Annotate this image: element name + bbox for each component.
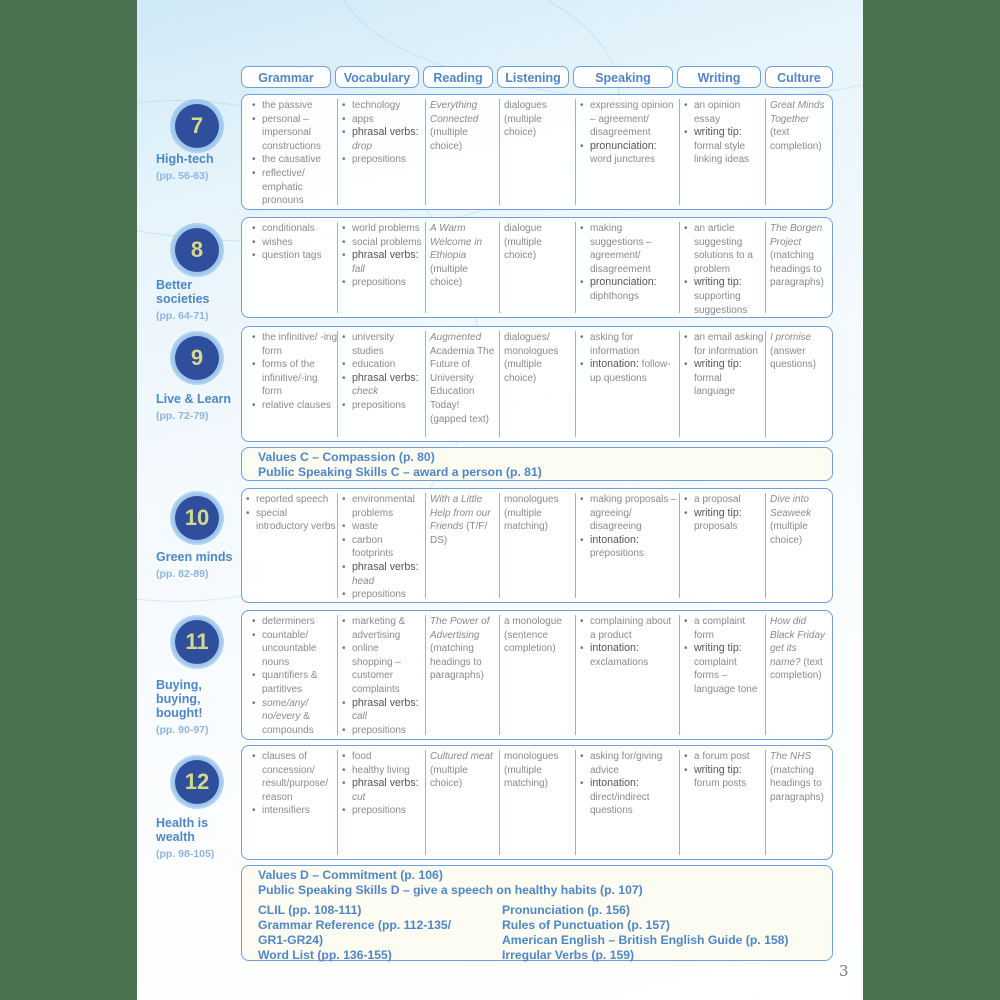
listening-cell [499,222,572,313]
list-item [352,777,422,804]
unit-number-badge: 9 [175,336,219,380]
unit-title: Better societies [156,278,210,306]
vocabulary-cell [337,331,422,437]
page-number: 3 [839,962,849,980]
public-speaking-d-link[interactable]: Public Speaking Skills D – give a speech on healthy habits (p. 107) [258,883,643,897]
list-item: • world problems [352,222,422,236]
list-item: • prepositions [352,588,422,602]
reading-task: (multiple choice) [430,764,468,790]
list-item [694,507,764,534]
list-item [694,276,764,317]
list-item: • forms of the infinitive/-ing form [262,358,338,399]
culture-cell [765,331,830,437]
list-item: • social problems [352,236,422,250]
reading-task: (multiple choice) [430,127,468,152]
values-d-link[interactable]: Values D – Commitment (p. 106) [258,868,443,882]
contents-page [137,0,863,1000]
list-item: • healthy living [352,764,422,778]
speaking-cell [575,99,678,205]
vocabulary-cell [337,615,422,735]
grammar-cell [248,99,338,205]
speaking-value: follow-up questions [590,359,671,384]
unit-title: Green minds [156,550,233,564]
grammar-italic: some/any/ no/every [262,697,309,723]
reading-cell [425,615,496,735]
list-item: • education [352,358,422,372]
writing-value: complaint forms – language tone [694,656,758,695]
grammar-rest: & compounds [262,711,314,736]
unit-11-row [241,610,833,740]
writing-label: writing tip: [694,276,742,289]
listening-task: (multiple matching) [504,507,548,533]
reading-cell [425,750,496,855]
header-writing: Writing [677,66,761,88]
phrasal-value: fall [352,263,365,275]
culture-title: How did Black Friday get its name? [770,616,826,668]
phrasal-label: phrasal verbs: [352,371,419,384]
list-item [694,642,764,696]
phrasal-value: call [352,711,368,723]
listening-task: (multiple choice) [504,113,542,139]
listening-cell [499,493,572,598]
writing-cell [679,331,764,437]
reading-cell [425,331,496,437]
list-item: • personal – impersonal constructions [262,113,338,154]
reading-task: (T/F/ DS) [430,521,488,546]
values-c-box [241,447,833,481]
unit-9-row [241,326,833,442]
listening-cell [499,615,572,735]
list-item: • expressing opinion – agreement/ disagreement [590,99,678,140]
writing-label: writing tip: [694,506,742,519]
word-list-link[interactable]: Word List (pp. 136-155) [258,948,392,962]
list-item: • carbon footprints [352,534,422,561]
list-item [590,276,678,303]
culture-task: (text completion) [770,127,822,152]
public-speaking-c-link[interactable]: Public Speaking Skills C – award a person (p. 81) [258,465,542,479]
list-item: • an article suggesting solutions to a problem [694,222,764,276]
back-matter-right [502,903,788,963]
list-item [694,764,764,791]
list-item: • making proposals – agreeing/ disagreeing [590,493,678,534]
listening-cell [499,99,572,205]
speaking-value: direct/indirect questions [590,791,650,817]
phrasal-value: cut [352,791,366,803]
header-grammar: Grammar [241,66,331,88]
writing-cell [679,615,764,735]
unit-10-row [241,488,833,603]
irregular-verbs-link[interactable]: Irregular Verbs (p. 159) [502,948,635,962]
list-item: • determiners [262,615,338,629]
list-item [590,534,678,561]
list-item [590,140,678,167]
list-item: • food [352,750,422,764]
unit-title: Live & Learn [156,392,232,406]
speaking-value: diphthongs [590,290,639,302]
culture-title: I promise [770,332,812,343]
culture-cell [765,99,830,205]
phrasal-value: drop [352,140,373,152]
unit-pages: (pp. 90-97) [156,724,209,736]
header-culture: Culture [765,66,833,88]
reading-title-rest: Academia The Future of University Education Today! [430,345,495,411]
list-item: • asking for/giving advice [590,750,678,777]
grammar-cell [248,222,338,313]
list-item: • prepositions [352,153,422,167]
culture-task: (answer questions) [770,345,817,371]
reading-title: A Warm Welcome in Ethiopia [430,223,483,262]
culture-cell [765,750,830,855]
reading-task: (multiple choice) [430,263,468,289]
writing-cell [679,222,764,316]
culture-title: The Borgen Project [770,223,823,248]
unit-12-row [241,745,833,860]
reading-title: Augmented [430,332,482,343]
listening-type: monologues [504,494,559,505]
list-item: • the passive [262,99,338,113]
culture-title: Great Minds Together [770,100,825,125]
speaking-value: exclamations [590,656,649,668]
writing-label: writing tip: [694,642,742,655]
list-item: • technology [352,99,422,113]
list-item: • intensifiers [262,804,338,818]
clil-link[interactable]: CLIL (pp. 108-111) [258,903,362,917]
vocabulary-cell [337,222,422,313]
unit-pages: (pp. 56-63) [156,170,209,182]
writing-value: forum posts [694,778,747,790]
list-item: • quantifiers & partitives [262,669,338,696]
list-item: • relative clauses [262,399,338,413]
writing-value: proposals [694,521,738,533]
list-item: • reflective/ emphatic pronouns [262,167,338,208]
unit-title: High-tech [156,152,214,166]
header-listening: Listening [497,66,569,88]
unit-pages: (pp. 64-71) [156,310,209,322]
list-item: • university studies [352,331,422,358]
header-speaking: Speaking [573,66,673,88]
phrasal-label: phrasal verbs: [352,696,419,709]
list-item: • prepositions [352,276,422,290]
unit-title: Buying, buying, bought! [156,678,203,720]
list-item [352,126,422,153]
writing-value: formal language [694,372,736,398]
list-item: • countable/ uncountable nouns [262,629,338,670]
list-item: • making suggestions – agreement/ disagreement [590,222,678,276]
listening-type: a monologue [504,616,562,627]
phrasal-label: phrasal verbs: [352,249,419,262]
vocabulary-cell [337,750,422,855]
grammar-reference-link[interactable]: Grammar Reference (pp. 112-135/ [258,918,452,932]
values-d-box [241,865,833,961]
phrasal-value: head [352,575,375,587]
list-item: • environmental problems [352,493,422,520]
listening-cell [499,750,572,855]
list-item: • conditionals [262,222,338,236]
unit-number-badge: 11 [175,620,219,664]
list-item [352,249,422,276]
listening-task: (sentence completion) [504,629,556,655]
list-item: • an opinion essay [694,99,764,126]
speaking-cell [575,615,678,735]
list-item: • reported speech [256,493,338,507]
unit-number-badge: 7 [175,104,219,148]
writing-cell [679,493,764,598]
list-item [590,358,678,385]
unit-title: Health is wealth [156,816,209,844]
grammar-cell [242,493,338,598]
list-item [352,372,422,399]
culture-task: (matching headings to paragraphs) [770,764,824,803]
back-matter-left [258,903,498,963]
list-item: • asking for information [590,331,678,358]
list-item: • prepositions [352,804,422,818]
list-item [262,697,338,738]
listening-cell [499,331,572,437]
list-item: • question tags [262,249,338,263]
listening-task: (multiple matching) [504,764,548,790]
list-item: • wishes [262,236,338,250]
writing-value: supporting suggestions [694,290,748,316]
reading-cell [425,493,496,598]
list-item [352,561,422,588]
list-item: • a forum post [694,750,764,764]
list-item: • apps [352,113,422,127]
unit-8-row [241,217,833,318]
grammar-cell [248,331,338,437]
speaking-label: pronunciation: [590,276,657,289]
culture-cell [765,615,830,735]
reading-task: (matching headings to paragraphs) [430,643,484,682]
rules-of-punctuation-link[interactable]: Rules of Punctuation (p. 157) [502,918,670,932]
writing-value: formal style linking ideas [694,140,750,166]
pronunciation-link[interactable]: Pronunciation (p. 156) [502,903,630,917]
list-item: • marketing & advertising [352,615,422,642]
speaking-label: intonation: [590,358,639,371]
phrasal-label: phrasal verbs: [352,126,419,139]
list-item: • waste [352,520,422,534]
culture-task: (text completion) [770,656,823,682]
speaking-cell [575,331,678,437]
culture-cell [765,222,830,313]
list-item: • a complaint form [694,615,764,642]
vocabulary-cell [337,99,422,205]
culture-task: (multiple choice) [770,521,808,546]
culture-title: Dive into Seaweek [770,494,812,519]
unit-number-badge: 12 [175,760,219,804]
reading-task: (gapped text) [430,413,489,425]
reading-cell [425,99,496,205]
reading-cell [425,222,496,313]
culture-cell [765,493,830,598]
unit-number-badge: 10 [175,496,219,540]
list-item: • clauses of concession/ result/purpose/ reason [262,750,338,804]
phrasal-label: phrasal verbs: [352,777,419,790]
header-vocabulary: Vocabulary [335,66,419,88]
reading-title: With a Little Help from our Friends [430,494,491,533]
speaking-value: prepositions [590,548,644,560]
list-item: • prepositions [352,399,422,413]
culture-title: The NHS [770,751,812,762]
list-item [694,358,764,399]
american-british-guide-link[interactable]: American English – British English Guide (p. 158) [502,933,789,947]
listening-type: monologues [504,751,559,762]
reading-title: The Power of Advertising [430,616,490,641]
listening-task: (multiple choice) [504,359,542,384]
reading-title: Cultured meat [430,751,493,762]
grammar-reference-link-cont[interactable]: GR1-GR24) [258,933,324,947]
list-item [590,642,678,669]
listening-type: dialogue [504,223,542,234]
vocabulary-cell [337,493,422,601]
phrasal-label: phrasal verbs: [352,560,419,573]
listening-type: dialogues/ monologues [504,332,559,357]
list-item [590,777,678,818]
list-item: • prepositions [352,724,422,738]
list-item: • an email asking for information [694,331,764,358]
list-item: • special introductory verbs [256,507,338,534]
unit-pages: (pp. 98-105) [156,848,215,860]
writing-cell [679,99,764,205]
speaking-label: intonation: [590,533,639,546]
header-reading: Reading [423,66,493,88]
unit-number-badge: 8 [175,228,219,272]
speaking-label: pronunciation: [590,139,657,152]
speaking-cell [575,493,678,598]
listening-task: (multiple choice) [504,236,542,262]
grammar-cell [248,750,338,855]
writing-cell [679,750,764,855]
list-item: • a proposal [694,493,764,507]
reading-title: Everything Connected [430,100,479,125]
unit-pages: (pp. 72-79) [156,410,209,422]
values-c-link[interactable]: Values C – Compassion (p. 80) [258,450,435,464]
unit-pages: (pp. 82-89) [156,568,209,580]
speaking-label: intonation: [590,642,639,655]
phrasal-value: check [352,386,379,398]
speaking-cell [575,750,678,855]
list-item [694,126,764,167]
list-item: • the causative [262,153,338,167]
speaking-cell [575,222,678,313]
culture-task: (matching headings to paragraphs) [770,250,824,289]
listening-type: dialogues [504,100,547,111]
list-item: • online shopping – customer complaints [352,642,422,696]
unit-7-row [241,94,833,210]
writing-label: writing tip: [694,763,742,776]
writing-label: writing tip: [694,358,742,371]
speaking-value: word junctures [590,154,656,166]
speaking-label: intonation: [590,777,639,790]
grammar-cell [248,615,338,735]
list-item: • complaining about a product [590,615,678,642]
list-item [352,697,422,724]
list-item: • the infinitive/ -ing form [262,331,338,358]
writing-label: writing tip: [694,126,742,139]
